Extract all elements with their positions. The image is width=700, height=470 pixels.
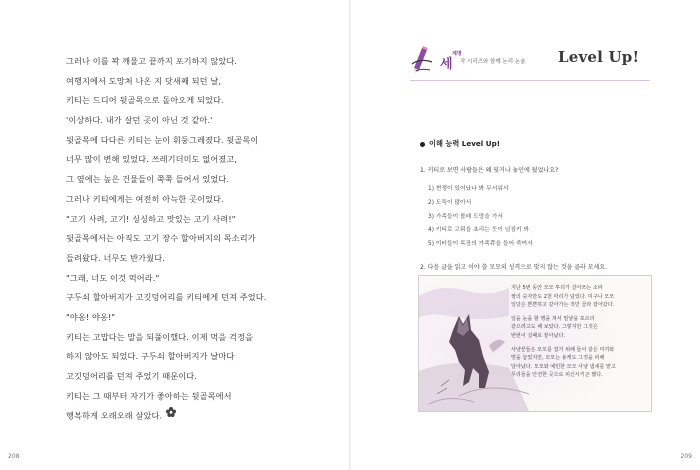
story-line: 고깃덩어리를 던져 주었기 때문이다.	[66, 371, 197, 381]
story-line: 여행지에서 도망쳐 나온 지 닷새째 되던 날,	[66, 75, 222, 86]
header-subtitle: 작 시리즈와 함께 논리 논술	[460, 59, 526, 65]
answer-option: 4) 키티로 고뤄을 쵸리는 듯이 넘점키 봐	[428, 227, 530, 234]
story-line: '이상하다. 내가 살던 곳이 아닌 것 같아.'	[66, 115, 213, 126]
question-1: 1. 키티로 보면 사람들은 왜 뒷거나 놓인에 뒀었나요?	[420, 167, 559, 174]
passage-line: 번번이 실패로 끝아났다.	[511, 332, 566, 339]
page-number-left: 208	[8, 453, 20, 460]
story-line: 구두쇠 할아버지가 고깃덩어리를 키티에게 던져 주었다.	[66, 292, 267, 303]
story-line: 들려왔다. 너무도 반가웠다.	[66, 252, 165, 263]
story-line: 뒷골목에서는 아직도 고기 장수 할아버지의 목소리가	[66, 233, 256, 244]
passage-box	[418, 275, 652, 412]
passage-line: 멎을 놓었지만, 모모는 용케도 그것을 피해	[511, 355, 605, 362]
story-line: "그래, 너도 이것 먹어라."	[66, 272, 160, 283]
passage-line: 일당은 쁜쁜하고 같아가는 것만 골라 잡아갔다.	[511, 302, 615, 309]
answer-option: 5) 이터들이 목장의 가족쮸을 들어 죽여서	[428, 241, 533, 248]
flower-icon	[165, 406, 177, 426]
passage-line: 같으려고도 해 보았다. 그렇지만 그것은	[511, 324, 598, 331]
answer-option: 1) 쩐쟁이 있어났나 봐 무서워서	[428, 186, 509, 192]
answer-option: 3) 가족들이 몰래 도망을 가서	[428, 213, 503, 220]
story-line: 키티는 고맙다는 말을 되풀이했다. 이제 먹을 걱정을	[66, 331, 254, 342]
section-title	[420, 139, 500, 149]
passage-paragraph	[511, 346, 647, 380]
question-2: 2. 다음 글을 읽고 이야 쓸 모모의 성격으로 맞지 않는 것을 골라 모세요.	[420, 264, 608, 271]
passage-paragraph	[511, 315, 647, 341]
section-title-text: 이해 능력 Level Up!	[429, 139, 501, 148]
story-text	[66, 52, 336, 426]
page-gutter	[349, 0, 351, 470]
level-up-title: Level Up!	[558, 48, 640, 66]
story-line: "고기 사려, 고기! 싱싱하고 맛있는 고기 사려!"	[66, 213, 236, 224]
header-divider	[410, 80, 650, 81]
passage-line: 쌍의 숫자만도 2천 마리가 넘었다. 미구나 모모	[511, 293, 615, 300]
passage-line: 달아났다. 모모와 예민한 모모 사냥 냄새를 맡고	[511, 363, 616, 370]
story-line: 키티는 그 때부터 자기가 좋아하는 뒷골목에서	[66, 390, 232, 401]
story-line: "야옹! 야옹!"	[66, 311, 116, 322]
passage-line: 무리들을 안전한 곳으로 피신시키곤 했다.	[511, 372, 603, 379]
story-line: 그러나 키티에게는 여전히 아늑한 곳이었다.	[66, 193, 224, 204]
story-line-last	[66, 406, 336, 426]
passage-line: 사냥꾼들은 모모를 잡기 위해 들이 같은 미끼와	[511, 346, 615, 353]
passage-line: 일을 눈을 할 맹을 쳐서 밀냥을 포르리	[511, 315, 595, 322]
passage-text	[511, 284, 647, 385]
bullet-icon	[420, 142, 425, 147]
story-line: 너무 많이 변해 있었다. 쓰레기더미도 없어졌고,	[66, 154, 238, 165]
passage-line: 지난 5번 동안 모모 투리가 살아쓰는 소파	[511, 285, 603, 291]
passage-paragraph	[511, 284, 647, 310]
pencil-icon	[410, 44, 438, 78]
story-line: 그 옆에는 높은 건물들이 쭉쭉 들어서 있었다.	[66, 174, 230, 185]
story-line: 뒷골목에 다다른 키티는 눈이 휘둥그레졌다. 뒷골목이	[66, 134, 259, 145]
page-number-right: 209	[680, 453, 692, 460]
story-line-text: 행복하게 오래오래 살았다.	[66, 410, 163, 421]
answer-option: 2) 도둑이 많아서	[428, 199, 472, 206]
question-1-options	[428, 183, 533, 252]
story-line: 하지 않아도 되었다. 구두쇠 할아버지가 날마다	[66, 351, 235, 362]
brand-title-small: 계명	[452, 51, 462, 57]
story-line: 그러나 이를 꽉 깨물고 끝까지 포기하지 않았다.	[66, 56, 238, 66]
story-line: 키티는 드디어 뒷골목으로 돌아오게 되었다.	[66, 95, 224, 106]
series-header	[410, 44, 650, 76]
brand-title: 세	[440, 57, 453, 72]
